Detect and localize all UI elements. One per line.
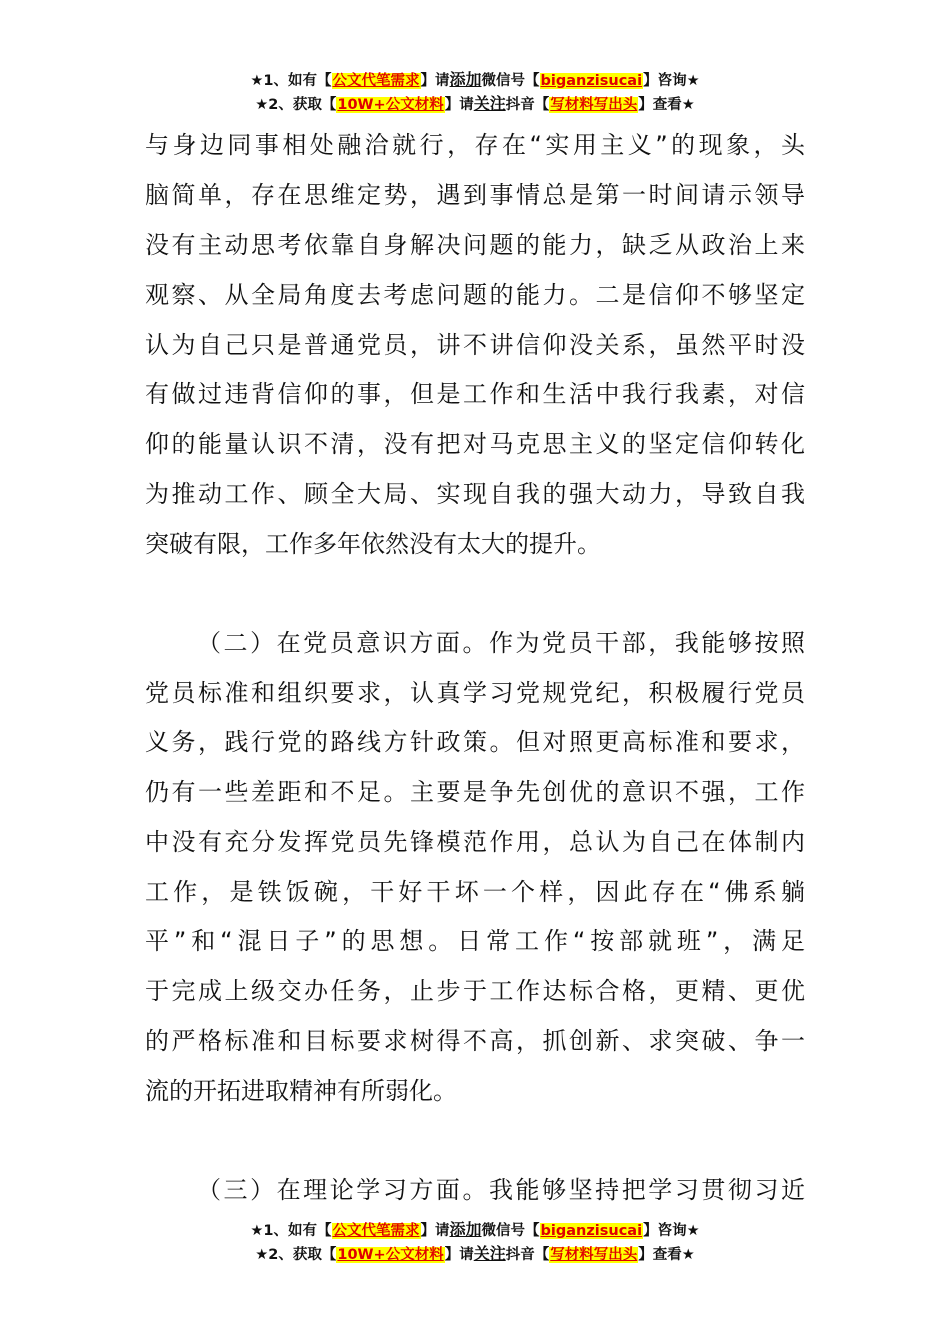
text-line: 没有主动思考依靠自身解决问题的能力，缺乏从政治上来 xyxy=(145,231,805,259)
highlight-text: 10W+公文材料 xyxy=(337,97,444,113)
underlined-text: 关注 xyxy=(473,94,506,113)
footer-banner-line-2 xyxy=(0,1242,950,1267)
banner-text: 】咨询★ xyxy=(643,73,700,89)
text-line: 的严格标准和目标要求树得不高，抓创新、求突破、争一 xyxy=(145,1027,805,1055)
text-line: 有做过违背信仰的事，但是工作和生活中我行我素，对信 xyxy=(145,380,805,408)
footer-banner-line-1 xyxy=(0,1218,950,1243)
text-line: 于完成上级交办任务，止步于工作达标合格，更精、更优 xyxy=(145,977,805,1005)
banner-text: ★2、获取【 xyxy=(255,97,337,113)
text-line: 义务，践行党的路线方针政策。但对照更高标准和要求， xyxy=(145,728,805,756)
text-line: 与身边同事相处融洽就行，存在“实用主义”的现象，头 xyxy=(145,131,805,159)
banner-text: ★1、如有【 xyxy=(250,1223,332,1239)
text-line: 工作，是铁饭碗，干好干坏一个样，因此存在“佛系躺 xyxy=(145,878,805,906)
highlight-text: 公文代笔需求 xyxy=(332,1223,420,1239)
banner-text: 微信号【 xyxy=(481,73,540,89)
banner-text: 抖音【 xyxy=(505,1247,550,1263)
banner-text: 】请 xyxy=(420,73,450,89)
text-line: 为推动工作、顾全大局、实现自我的强大动力，导致自我 xyxy=(145,480,805,508)
highlight-text: 公文代笔需求 xyxy=(332,73,420,89)
text-line: 脑简单，存在思维定势，遇到事情总是第一时间请示领导 xyxy=(145,181,805,209)
banner-text: 】请 xyxy=(444,1247,474,1263)
douyin-id: 写材料写出头 xyxy=(550,1247,638,1263)
text-line: 流的开拓进取精神有所弱化。 xyxy=(145,1077,457,1105)
text-line: 观察、从全局角度去考虑问题的能力。二是信仰不够坚定 xyxy=(145,281,805,309)
text-line: 认为自己只是普通党员，讲不讲信仰没关系，虽然平时没 xyxy=(145,331,805,359)
banner-text: 】查看★ xyxy=(638,1247,695,1263)
banner-text: 微信号【 xyxy=(481,1223,540,1239)
banner-text: ★1、如有【 xyxy=(250,73,332,89)
section-heading-line: （二）在党员意识方面。作为党员干部，我能够按照 xyxy=(197,629,805,657)
underlined-text: 添加 xyxy=(449,1220,482,1239)
text-line: 仍有一些差距和不足。主要是争先创优的意识不强，工作 xyxy=(145,778,805,806)
text-line: 突破有限，工作多年依然没有太大的提升。 xyxy=(145,530,601,558)
header-banner-line-2 xyxy=(0,92,950,117)
text-line: 党员标准和组织要求，认真学习党规党纪，积极履行党员 xyxy=(145,679,805,707)
underlined-text: 关注 xyxy=(473,1244,506,1263)
text-line: 仰的能量认识不清，没有把对马克思主义的坚定信仰转化 xyxy=(145,430,805,458)
header-banner-line-1 xyxy=(0,68,950,93)
text-line: 平”和“混日子”的思想。日常工作“按部就班”，满足 xyxy=(145,927,805,955)
banner-text: 】查看★ xyxy=(638,97,695,113)
banner-text: 】请 xyxy=(444,97,474,113)
highlight-text: 10W+公文材料 xyxy=(337,1247,444,1263)
banner-text: 】请 xyxy=(420,1223,450,1239)
wechat-id: biganzisucai xyxy=(540,1223,643,1239)
banner-text: 抖音【 xyxy=(505,97,550,113)
banner-text: 】咨询★ xyxy=(643,1223,700,1239)
section-heading-line: （三）在理论学习方面。我能够坚持把学习贯彻习近 xyxy=(197,1176,805,1204)
underlined-text: 添加 xyxy=(449,70,482,89)
wechat-id: biganzisucai xyxy=(540,73,643,89)
douyin-id: 写材料写出头 xyxy=(550,97,638,113)
banner-text: ★2、获取【 xyxy=(255,1247,337,1263)
text-line: 中没有充分发挥党员先锋模范作用，总认为自己在体制内 xyxy=(145,828,805,856)
